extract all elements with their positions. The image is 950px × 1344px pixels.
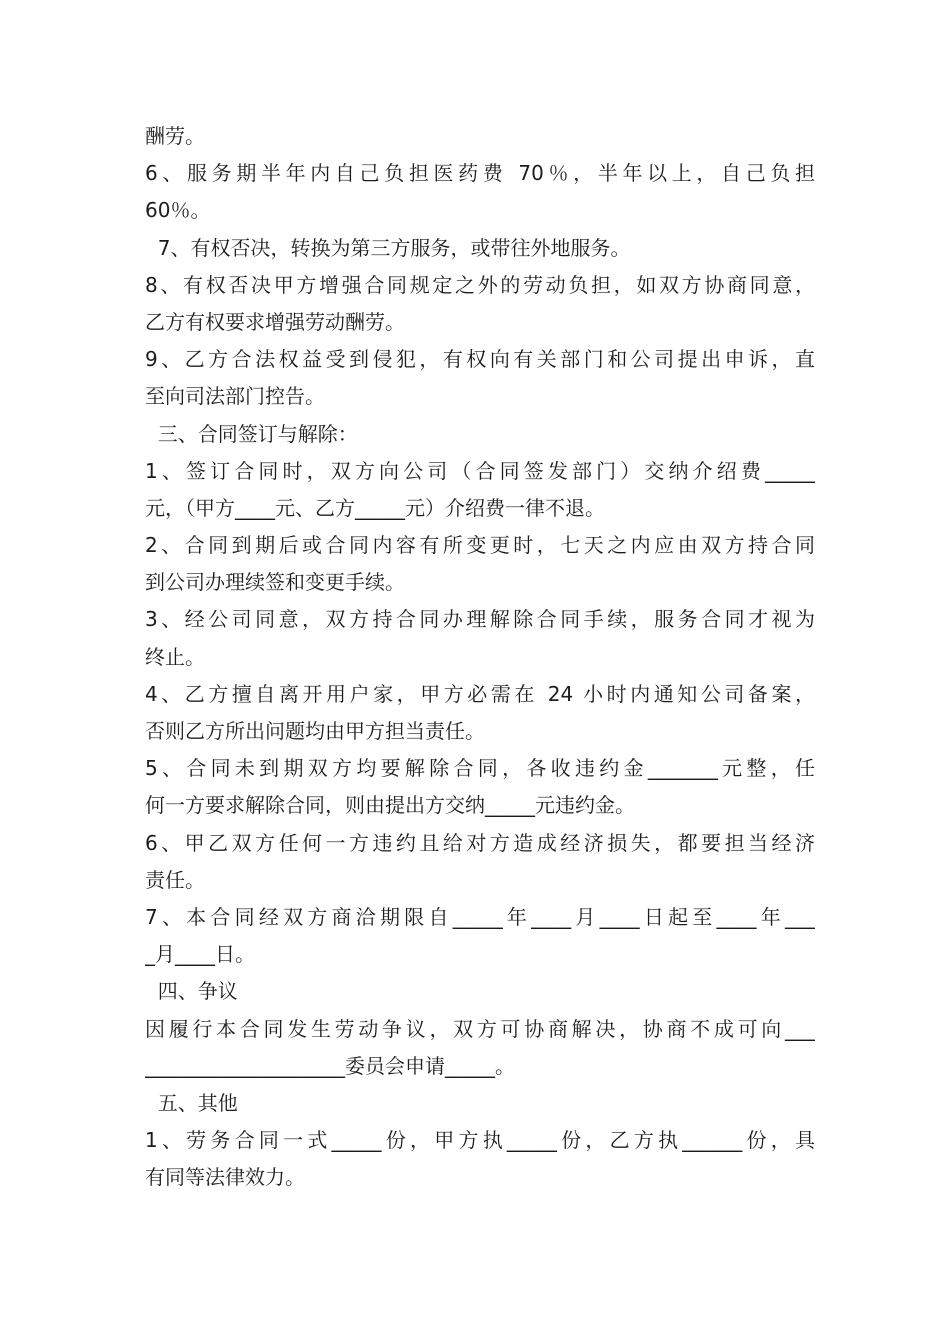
- text-line: 元，（甲方____元、乙方_____元）介绍费一律不退。: [145, 495, 605, 520]
- text-line: 至向司法部门控告。: [145, 384, 325, 409]
- section-heading: 三、合同签订与解除：: [145, 421, 358, 446]
- section-heading: 五、其他: [145, 1090, 238, 1115]
- text-line: 8、有权否决甲方增强合同规定之外的劳动负担，如双方协商同意，: [145, 272, 815, 297]
- text-line: ____________________委员会申请_____。: [145, 1053, 515, 1078]
- text-line: _月____日。: [145, 942, 255, 967]
- text-line: 否则乙方所出问题均由甲方担当责任。: [145, 719, 485, 743]
- text-line: 何一方要求解除合同，则由提出方交纳_____元违约金。: [145, 793, 635, 818]
- text-line: 因履行本合同发生劳动争议，双方可协商解决，协商不成可向___: [145, 1016, 815, 1041]
- text-line: 责任。: [145, 867, 205, 892]
- text-line: 终止。: [145, 644, 205, 669]
- text-line: 7、有权否决，转换为第三方服务，或带往外地服务。: [145, 235, 631, 260]
- text-line: 酬劳。: [145, 124, 205, 148]
- text-line: 1、劳务合同一式_____份，甲方执_____份，乙方执______份，具: [145, 1128, 815, 1153]
- text-line: 60％。: [145, 198, 211, 223]
- text-line: 6、服务期半年内自己负担医药费 70％，半年以上，自己负担: [145, 161, 815, 186]
- text-line: 到公司办理续签和变更手续。: [145, 570, 405, 595]
- text-line: 1、签订合同时，双方向公司（合同签发部门）交纳介绍费_____: [145, 458, 815, 483]
- text-line: 9、乙方合法权益受到侵犯，有权向有关部门和公司提出申诉，直: [145, 347, 815, 372]
- text-line: 4、乙方擅自离开用户家，甲方必需在 24 小时内通知公司备案，: [145, 681, 815, 706]
- text-line: 5、合同未到期双方均要解除合同，各收违约金_______元整，任: [145, 756, 815, 781]
- text-line: 6、甲乙双方任何一方违约且给对方造成经济损失，都要担当经济: [145, 830, 815, 855]
- text-line: 3、经公司同意，双方持合同办理解除合同手续，服务合同才视为: [145, 607, 815, 632]
- text-line: 有同等法律效力。: [145, 1165, 305, 1190]
- text-line: 7、本合同经双方商洽期限自_____年____月____日起至____年___: [145, 904, 815, 929]
- contract-body: [145, 118, 815, 1196]
- text-line: 2、合同到期后或合同内容有所变更时，七天之内应由双方持合同: [145, 533, 815, 558]
- section-heading: 四、争议: [145, 979, 238, 1004]
- text-line: 乙方有权要求增强劳动酬劳。: [145, 309, 405, 334]
